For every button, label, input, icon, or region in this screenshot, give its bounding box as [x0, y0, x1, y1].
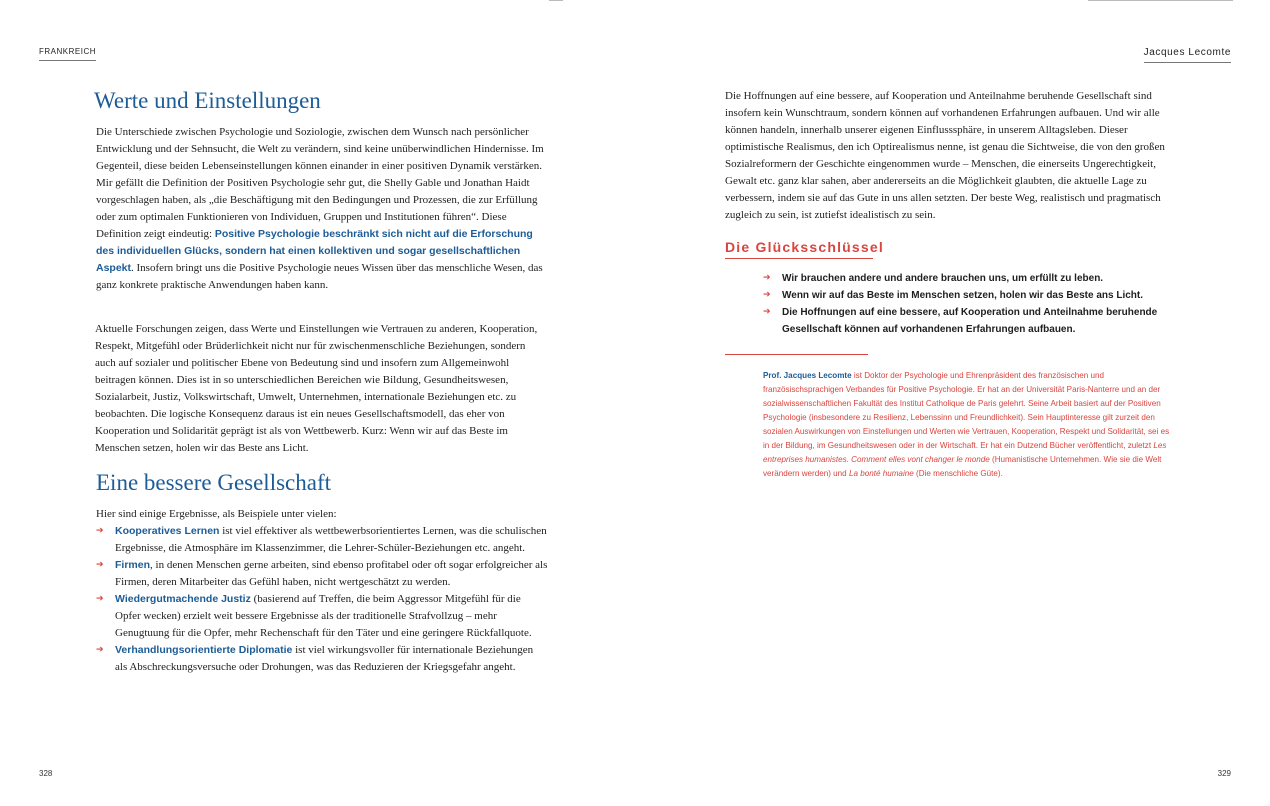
right-page — [635, 0, 1270, 806]
bio-book-title: La bonté humaine — [848, 469, 914, 478]
arrow-right-icon: ➔ — [763, 307, 771, 317]
author-bio — [763, 369, 1173, 481]
section-heading-values: Werte und Einstellungen — [94, 88, 321, 113]
bio-text: (Humanistische Unternehmen. Wie sie die Welt verändern werden) und — [763, 455, 1162, 478]
example-term: Verhandlungsorientierte Diplomatie — [115, 644, 293, 656]
key-text: Wir brauchen andere und andere brauchen uns, um erfüllt zu leben. — [782, 273, 1104, 284]
bio-text: ist Doktor der Psychologie und Ehrenpräsident des französischen und französischsprachigen Verbandes für Positive Psychologie. Er hat an der Universität Paris-Nanterre und an der sozialwissenschaftlichen Fakultät des Institut Catholique de Paris gelehrt. Seine Arbeit basiert auf der Positiven Psychologie (insbesondere zu Resilienz, Lebenssinn und Freundlichkeit). Sein Hauptinteresse gilt zurzeit den sozialen Auswirkungen von Einstellungen und Werten wie Vertrauen, Kooperation, Respekt und Solidarität, sei es in der Bildung, im Gesundheitswesen oder in der Wirtschaft. Er hat ein Dutzend Bücher veröffentlicht, zuletzt — [763, 371, 1170, 450]
bio-text: (Die menschliche Güte). — [913, 469, 1003, 478]
key-text: Die Hoffnungen auf eine bessere, auf Kooperation und Anteilnahme beruhende Gesellschaft können auf vorhandenen Erfahrungen aufbauen. — [782, 307, 1158, 335]
paragraph-values-1 — [96, 124, 548, 294]
paragraph-values-1-tail: . Insofern bringt uns die Positive Psychologie neues Wissen über das menschliche Wesen, das ganz konkrete praktische Anwendungen haben kann. — [96, 262, 543, 291]
bio-divider — [725, 354, 868, 355]
paragraph-optirealism: Die Hoffnungen auf eine bessere, auf Kooperation und Anteilnahme beruhende Gesellschaft sind insofern kein Wunschtraum, sondern können auf vorhandenen Erfahrungen aufbauen. Und wir alle können handeln, innerhalb unserer eigenen Einflusssphäre, in unserem Alltagsleben. Dieser optimistische Realismus, den ich Optirealismus nenne, ist genau die Sichtweise, die von den großen Sozialreformern der Geschichte eingenommen wurde – Menschen, die einerseits Ungerechtigkeit, Gewalt etc. ganz klar sahen, aber andererseits an die Möglichkeit glaubten, die aktuelle Lage zu verbessern, indem sie auf das Gute in uns allen setzten. Der beste Weg, realistisch und pragmatisch zugleich zu sein, ist zutiefst idealistisch zu sein. — [725, 90, 1165, 221]
running-head-right: Jacques Lecomte — [1144, 47, 1231, 63]
page-number-right: 329 — [1217, 769, 1231, 778]
example-text: , in denen Menschen gerne arbeiten, sind ebenso profitabel oder oft sogar erfolgreicher als Firmen, deren Mitarbeiter das Gefühl haben, nicht wertgeschätzt zu werden. — [115, 559, 548, 588]
key-item — [725, 287, 1180, 304]
keys-title: Die Glücksschlüssel — [725, 239, 884, 255]
arrow-right-icon: ➔ — [96, 594, 104, 604]
paragraph-values-2: Aktuelle Forschungen zeigen, dass Werte und Einstellungen wie Vertrauen zu anderen, Kooperation, Respekt, Mitgefühl oder Brüderlichkeit nicht nur für zwischenmenschliche Beziehungen, sondern auch auf sozialer und politischer Ebene von Bedeutung sind und insofern zum Allgemeinwohl beitragen können. Dies ist in so unterschiedlichen Bereichen wie Bildung, Gesundheitswesen, Sozialarbeit, Justiz, Volkswirtschaft, Umwelt, Unternehmen, internationale Beziehungen etc. zu beobachten. Die logische Konsequenz daraus ist ein neues Gesellschaftsmodell, das eher von Kooperation und Solidarität geprägt ist als von Wettbewerb. Kurz: Wenn wir auf das Beste im Menschen setzen, holen wir das Beste ans Licht. — [95, 323, 538, 454]
example-text: ist viel wirkungsvoller für internationale Beziehungen als Abschreckungsversuche oder Drohungen, was das Reduzieren der Kriegsgefahr angeht. — [115, 644, 534, 673]
keys-box — [725, 239, 1180, 259]
page-number-left: 328 — [39, 769, 53, 778]
arrow-right-icon: ➔ — [763, 273, 771, 283]
list-item — [96, 523, 548, 557]
key-item — [725, 270, 1180, 287]
examples-intro: Hier sind einige Ergebnisse, als Beispiele unter vielen: — [96, 508, 337, 520]
section-heading-society: Eine bessere Gesellschaft — [96, 470, 332, 495]
keys-title-underline — [725, 258, 873, 259]
running-head-left: FRANKREICH — [39, 47, 96, 61]
example-text: ist viel effektiver als wettbewerbsorientiertes Lernen, was die schulischen Ergebnisse, die Atmosphäre im Klassenzimmer, die Lehrer-Schüler-Beziehungen etc. angeht. — [115, 525, 547, 554]
paragraph-values-1-text: Die Unterschiede zwischen Psychologie und Soziologie, zwischen dem Wunsch nach persönlicher Entwicklung und der Sehnsucht, die Welt zu verändern, sind keine unüberwindlichen Hindernisse. Im Gegenteil, diese beiden Lebenseinstellungen können einander in einer positiven Dynamik verstärken. Mir gefällt die Definition der Positiven Psychologie sehr gut, die Shelly Gable und Jonathan Haidt vorgeschlagen haben, als „die Beschäftigung mit den Bedingungen und Prozessen, die zur Erfüllung oder zum optimalen Funktionieren von Individuen, Gruppen und Institutionen führen“. Diese Definition zeigt eindeutig: — [96, 126, 544, 240]
key-text: Wenn wir auf das Beste im Menschen setzen, holen wir das Beste ans Licht. — [782, 290, 1144, 301]
key-item — [725, 304, 1180, 338]
highlight-positive-psychology: Positive Psychologie beschränkt sich nicht auf die Erforschung des individuellen Glücks, sondern hat einen kollektiven und sogar gesellschaftlichen Aspekt — [96, 228, 533, 274]
arrow-right-icon: ➔ — [96, 645, 104, 655]
keys-list — [725, 270, 1180, 338]
author-name: Prof. Jacques Lecomte — [763, 371, 852, 380]
example-text: (basierend auf Treffen, die beim Aggressor Mitgefühl für die Opfer wecken) erzielt weit bessere Ergebnisse als der traditionelle Strafvollzug – mehr Genugtuung für die Opfer, mehr Rechenschaft für den Täter und eine geringere Rückfallquote. — [115, 593, 532, 639]
arrow-right-icon: ➔ — [96, 560, 104, 570]
bio-book-title: Les entreprises humanistes. Comment elles vont changer le monde — [763, 441, 1167, 464]
arrow-right-icon: ➔ — [763, 290, 771, 300]
example-term: Firmen — [115, 559, 151, 571]
examples-list — [96, 523, 548, 676]
list-item — [96, 557, 548, 591]
arrow-right-icon: ➔ — [96, 526, 104, 536]
example-term: Kooperatives Lernen — [115, 525, 220, 537]
list-item — [96, 642, 548, 676]
example-term: Wiedergutmachende Justiz — [115, 593, 251, 605]
list-item — [96, 591, 548, 642]
